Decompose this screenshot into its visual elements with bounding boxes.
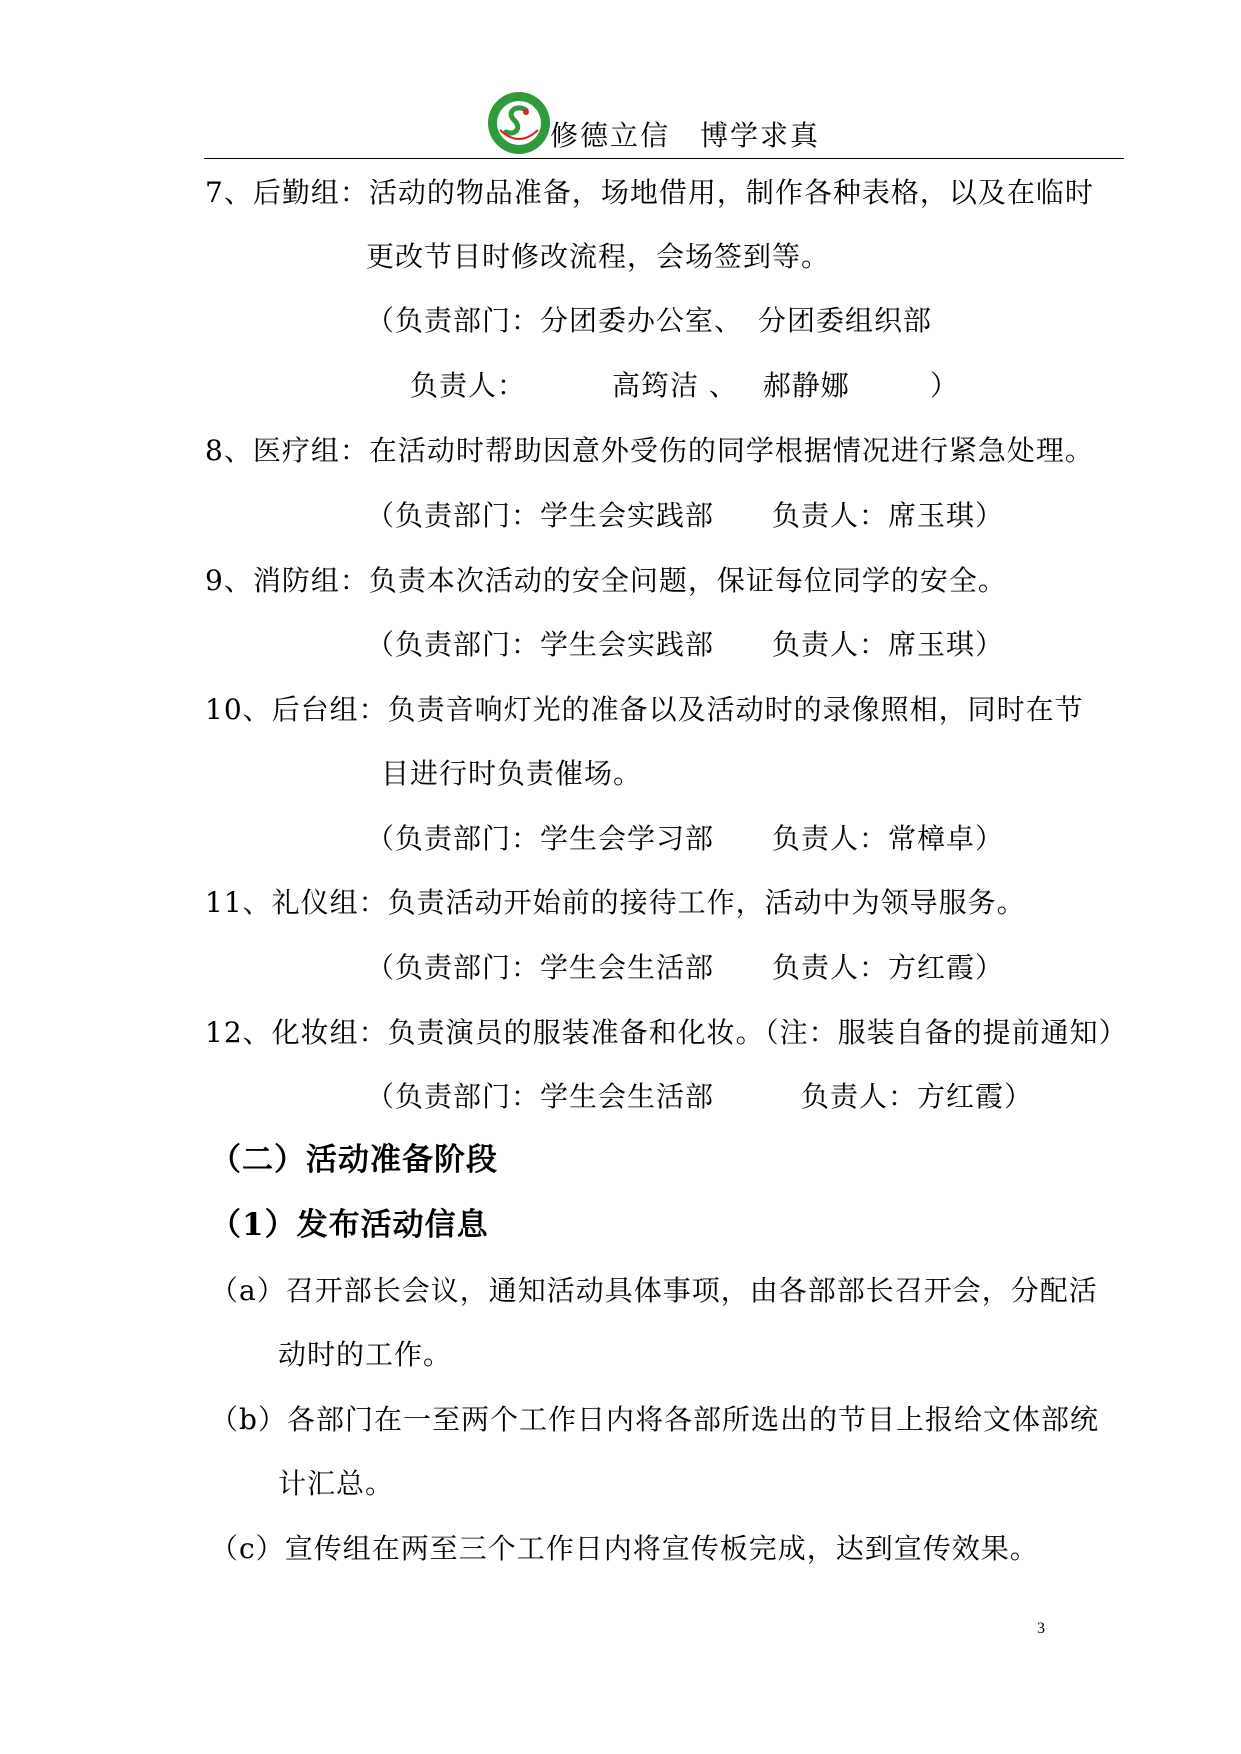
school-logo [486,90,552,156]
page-number: 3 [1037,1620,1045,1637]
item-text: 负责活动开始前的接待工作，活动中为领导服务。 [387,886,1026,919]
step-a-continuation: 动时的工作。 [278,1338,453,1371]
step-a-line [210,1274,1098,1308]
step-b-line [210,1403,1099,1437]
item-text: 负责音响灯光的准备以及活动时的录像照相，同时在节 [387,693,1084,726]
header-rule [204,158,1124,159]
item-12-line [205,1016,1128,1050]
section-subheading: （1）发布活动信息 [210,1207,489,1243]
step-label: （b） [210,1403,287,1436]
item-7-continuation: 更改节目时修改流程，会场签到等。 [366,240,831,273]
item-text: 负责演员的服装准备和化妆。（注：服装自备的提前通知） [387,1016,1128,1049]
item-text: 在活动时帮助因意外受伤的同学根据情况进行紧急处理。 [368,434,1094,467]
item-7-person-names: 高筠洁 、 郝静娜 [612,369,850,402]
step-label: （c） [210,1532,285,1565]
item-label: 8、医疗组： [205,434,369,467]
item-7-person-label: 负责人： [410,369,527,402]
item-8-note: （负责部门：学生会实践部 负责人：席玉琪） [366,499,1005,532]
step-label: （a） [210,1274,286,1307]
step-text: 宣传组在两至三个工作日内将宣传板完成，达到宣传效果。 [284,1532,1039,1565]
item-text: 活动的物品准备，场地借用，制作各种表格，以及在临时 [368,176,1094,209]
item-label: 9、消防组： [205,564,369,597]
step-text: 各部门在一至两个工作日内将各部所选出的节目上报给文体部统 [286,1403,1099,1436]
item-7-dept: （负责部门：分团委办公室、 分团委组织部 [366,304,933,337]
header-motto: 修德立信 博学求真 [550,119,821,152]
item-10-note: （负责部门：学生会学习部 负责人：常樟卓） [366,822,1005,855]
item-7-line [205,176,1094,210]
item-label: 11、礼仪组： [205,886,388,919]
item-8-line [205,434,1094,468]
item-label: 12、化妆组： [205,1016,388,1049]
item-9-line [205,564,1007,598]
step-text: 召开部长会议，通知活动具体事项，由各部部长召开会，分配活 [285,1274,1098,1307]
item-10-line [205,693,1084,727]
step-b-continuation: 计汇总。 [278,1467,395,1500]
item-label: 10、后台组： [205,693,388,726]
item-9-note: （负责部门：学生会实践部 负责人：席玉琪） [366,628,1005,661]
item-text: 负责本次活动的安全问题，保证每位同学的安全。 [368,564,1007,597]
step-c-line [210,1532,1039,1566]
item-label: 7、后勤组： [205,176,369,209]
item-12-note: （负责部门：学生会生活部 负责人：方红霞） [366,1080,1034,1113]
item-11-line [205,886,1026,920]
item-11-note: （负责部门：学生会生活部 负责人：方红霞） [366,951,1005,984]
section-heading: （二）活动准备阶段 [210,1142,498,1178]
item-7-close-paren: ） [930,369,960,402]
item-10-continuation: 目进行时负责催场。 [381,757,643,790]
